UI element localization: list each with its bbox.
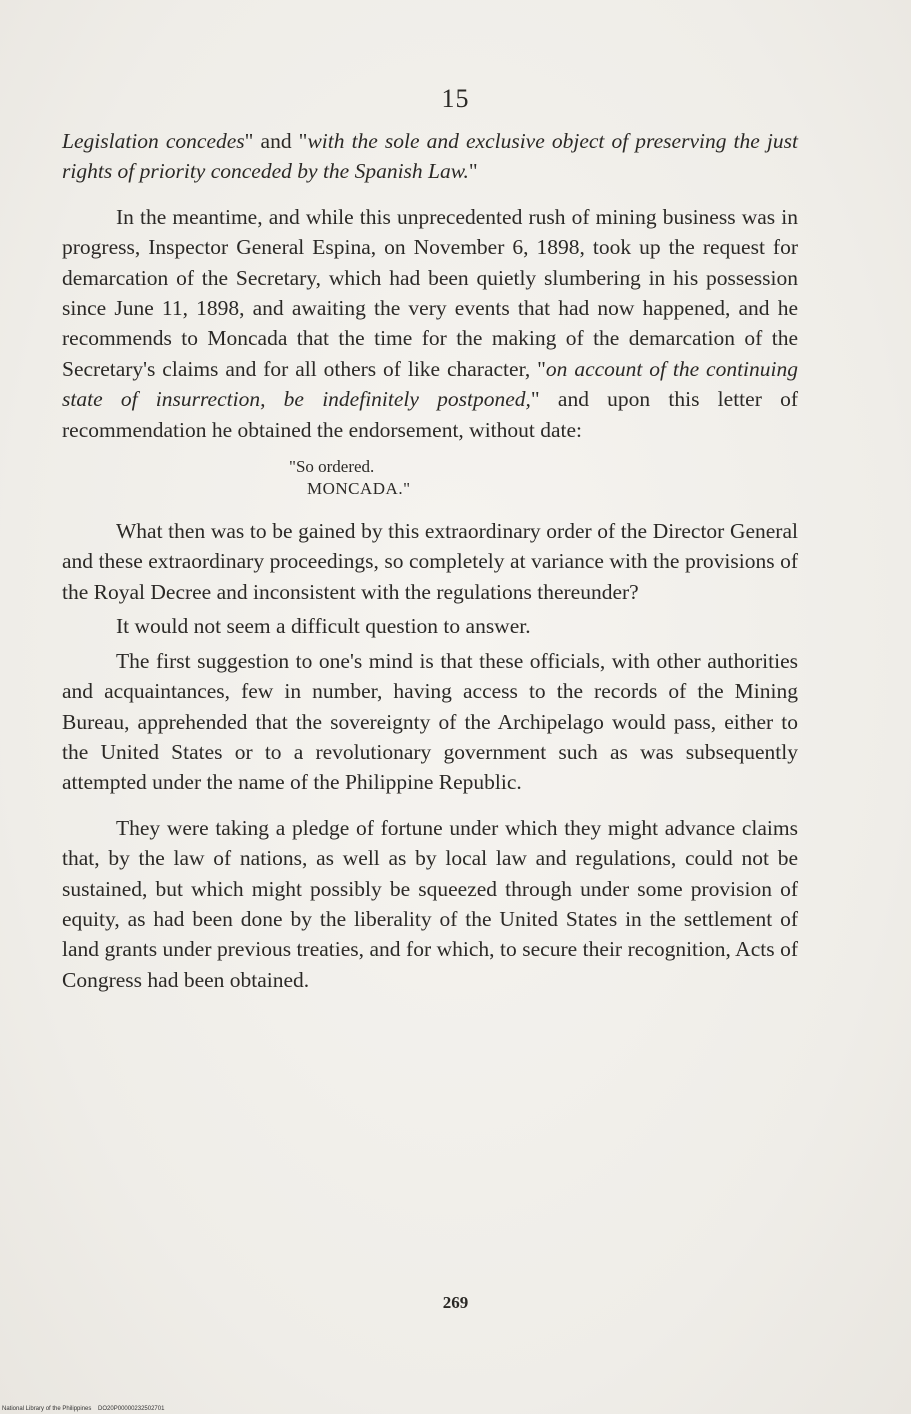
- paragraph-6: They were taking a pledge of fortune under which they might advance claims that, by the law of nations, as well as by local law and regulations, could not be sustained, but which might possibly be squeezed through under some provision of equity, as had been done by the liberality of the United States in the settlement of land grants under previous treaties, and for which, to secure their recognition, Acts of Congress had been obtained.: [62, 815, 798, 992]
- italic-quote-2: with the sole and exclusive object of preserving the just rights of priority conceded by the Spanish Law.: [62, 129, 798, 184]
- paragraph-4: It would not seem a difficult question to answer.: [116, 614, 531, 639]
- plain-text: In the meantime, and while this unprecedented rush of mining business was in progress, Inspector General Espina, on November 6, 1898, took up the request for demarcation of the Secretary, which had been quietly slumbering in his possession since June 11, 1898, and awaiting the very events that had now happened, and he recommends to Moncada that the time for the making of the demarcation of the Secretary's claims and for all others of like character, ": [62, 204, 798, 381]
- endorsement: [62, 456, 798, 500]
- page-number-bottom: 269: [442, 1293, 469, 1312]
- endorsement-line: "So ordered.: [289, 457, 375, 477]
- plain-text: " and upon this letter of recommendation he obtained the endorsement, without date:: [62, 387, 798, 442]
- paragraph-1: [62, 126, 798, 187]
- plain-text: " and ": [244, 129, 308, 153]
- body-text: [62, 126, 798, 1012]
- page-number-top: 15: [441, 84, 470, 113]
- paragraph-2: [62, 202, 798, 445]
- italic-quote-3: on account of the continuing state of insurrection, be indefinitely postponed,: [62, 356, 799, 412]
- paragraph-5: The first suggestion to one's mind is that these officials, with other authorities and acquaintances, few in number, having access to the records of the Mining Bureau, apprehended that the sovereignty of the Archipelago would pass, either to the United States or to a revolutionary government such as was subsequently attempted under the name of the Philippine Republic.: [62, 648, 798, 795]
- plain-text: ": [468, 159, 478, 184]
- italic-quote-1: Legislation concedes: [62, 129, 245, 153]
- paragraph-3: What then was to be gained by this extraordinary order of the Director General and these extraordinary proceedings, so completely at variance with the provisions of the Royal Decree and inconsistent with the regulations thereunder?: [62, 519, 798, 604]
- footer-credit: National Library of the Philippines DO20P00000232502701: [2, 1406, 165, 1412]
- endorsement-signature: MONCADA.": [307, 479, 411, 499]
